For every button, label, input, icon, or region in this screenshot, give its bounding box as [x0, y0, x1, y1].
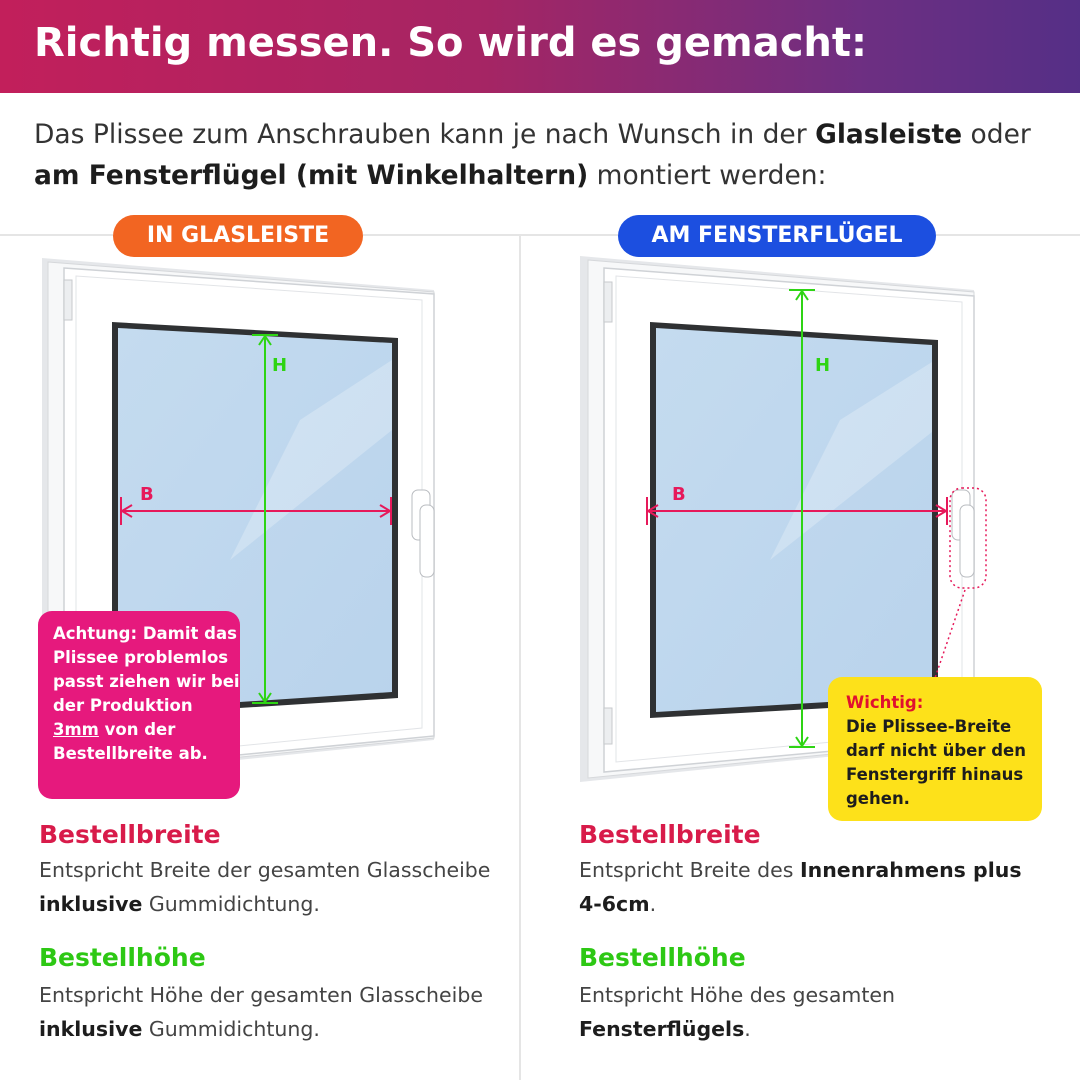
section-desc-bestellhoehe-right: Entspricht Höhe des gesamten Fensterflügels.: [579, 983, 895, 1041]
label-h: H: [815, 355, 831, 376]
warning-callout-left: Achtung: Damit das Plissee problemlos passt ziehen wir bei der Produktion 3mm von der Bestellbreite ab.: [38, 611, 240, 799]
badge-in-glasleiste: IN GLASLEISTE: [113, 215, 363, 257]
label-h: H: [272, 355, 288, 376]
important-callout-right: Wichtig: Die Plissee-Breite darf nicht über den Fenstergriff hinaus gehen.: [828, 677, 1042, 821]
badge-am-fensterfluegel: AM FENSTERFLÜGEL: [618, 215, 936, 257]
label-b: B: [140, 484, 154, 505]
section-title-bestellhoehe-right: Bestellhöhe: [579, 943, 746, 972]
section-desc-bestellbreite-left: Entspricht Breite der gesamten Glasscheibe inklusive Gummidichtung.: [39, 858, 491, 916]
intro-text: Das Plissee zum Anschrauben kann je nach Wunsch in der Glasleiste oder am Fensterflügel (mit Winkelhaltern) montiert werden:: [34, 119, 1031, 191]
section-title-bestellbreite-left: Bestellbreite: [39, 820, 221, 849]
section-title-bestellhoehe-left: Bestellhöhe: [39, 943, 206, 972]
section-title-bestellbreite-right: Bestellbreite: [579, 820, 761, 849]
label-b: B: [672, 484, 686, 505]
page-title: Richtig messen. So wird es gemacht:: [34, 20, 868, 66]
section-desc-bestellhoehe-left: Entspricht Höhe der gesamten Glasscheibe inklusive Gummidichtung.: [39, 983, 483, 1041]
section-desc-bestellbreite-right: Entspricht Breite des Innenrahmens plus 4-6cm.: [579, 858, 1022, 916]
